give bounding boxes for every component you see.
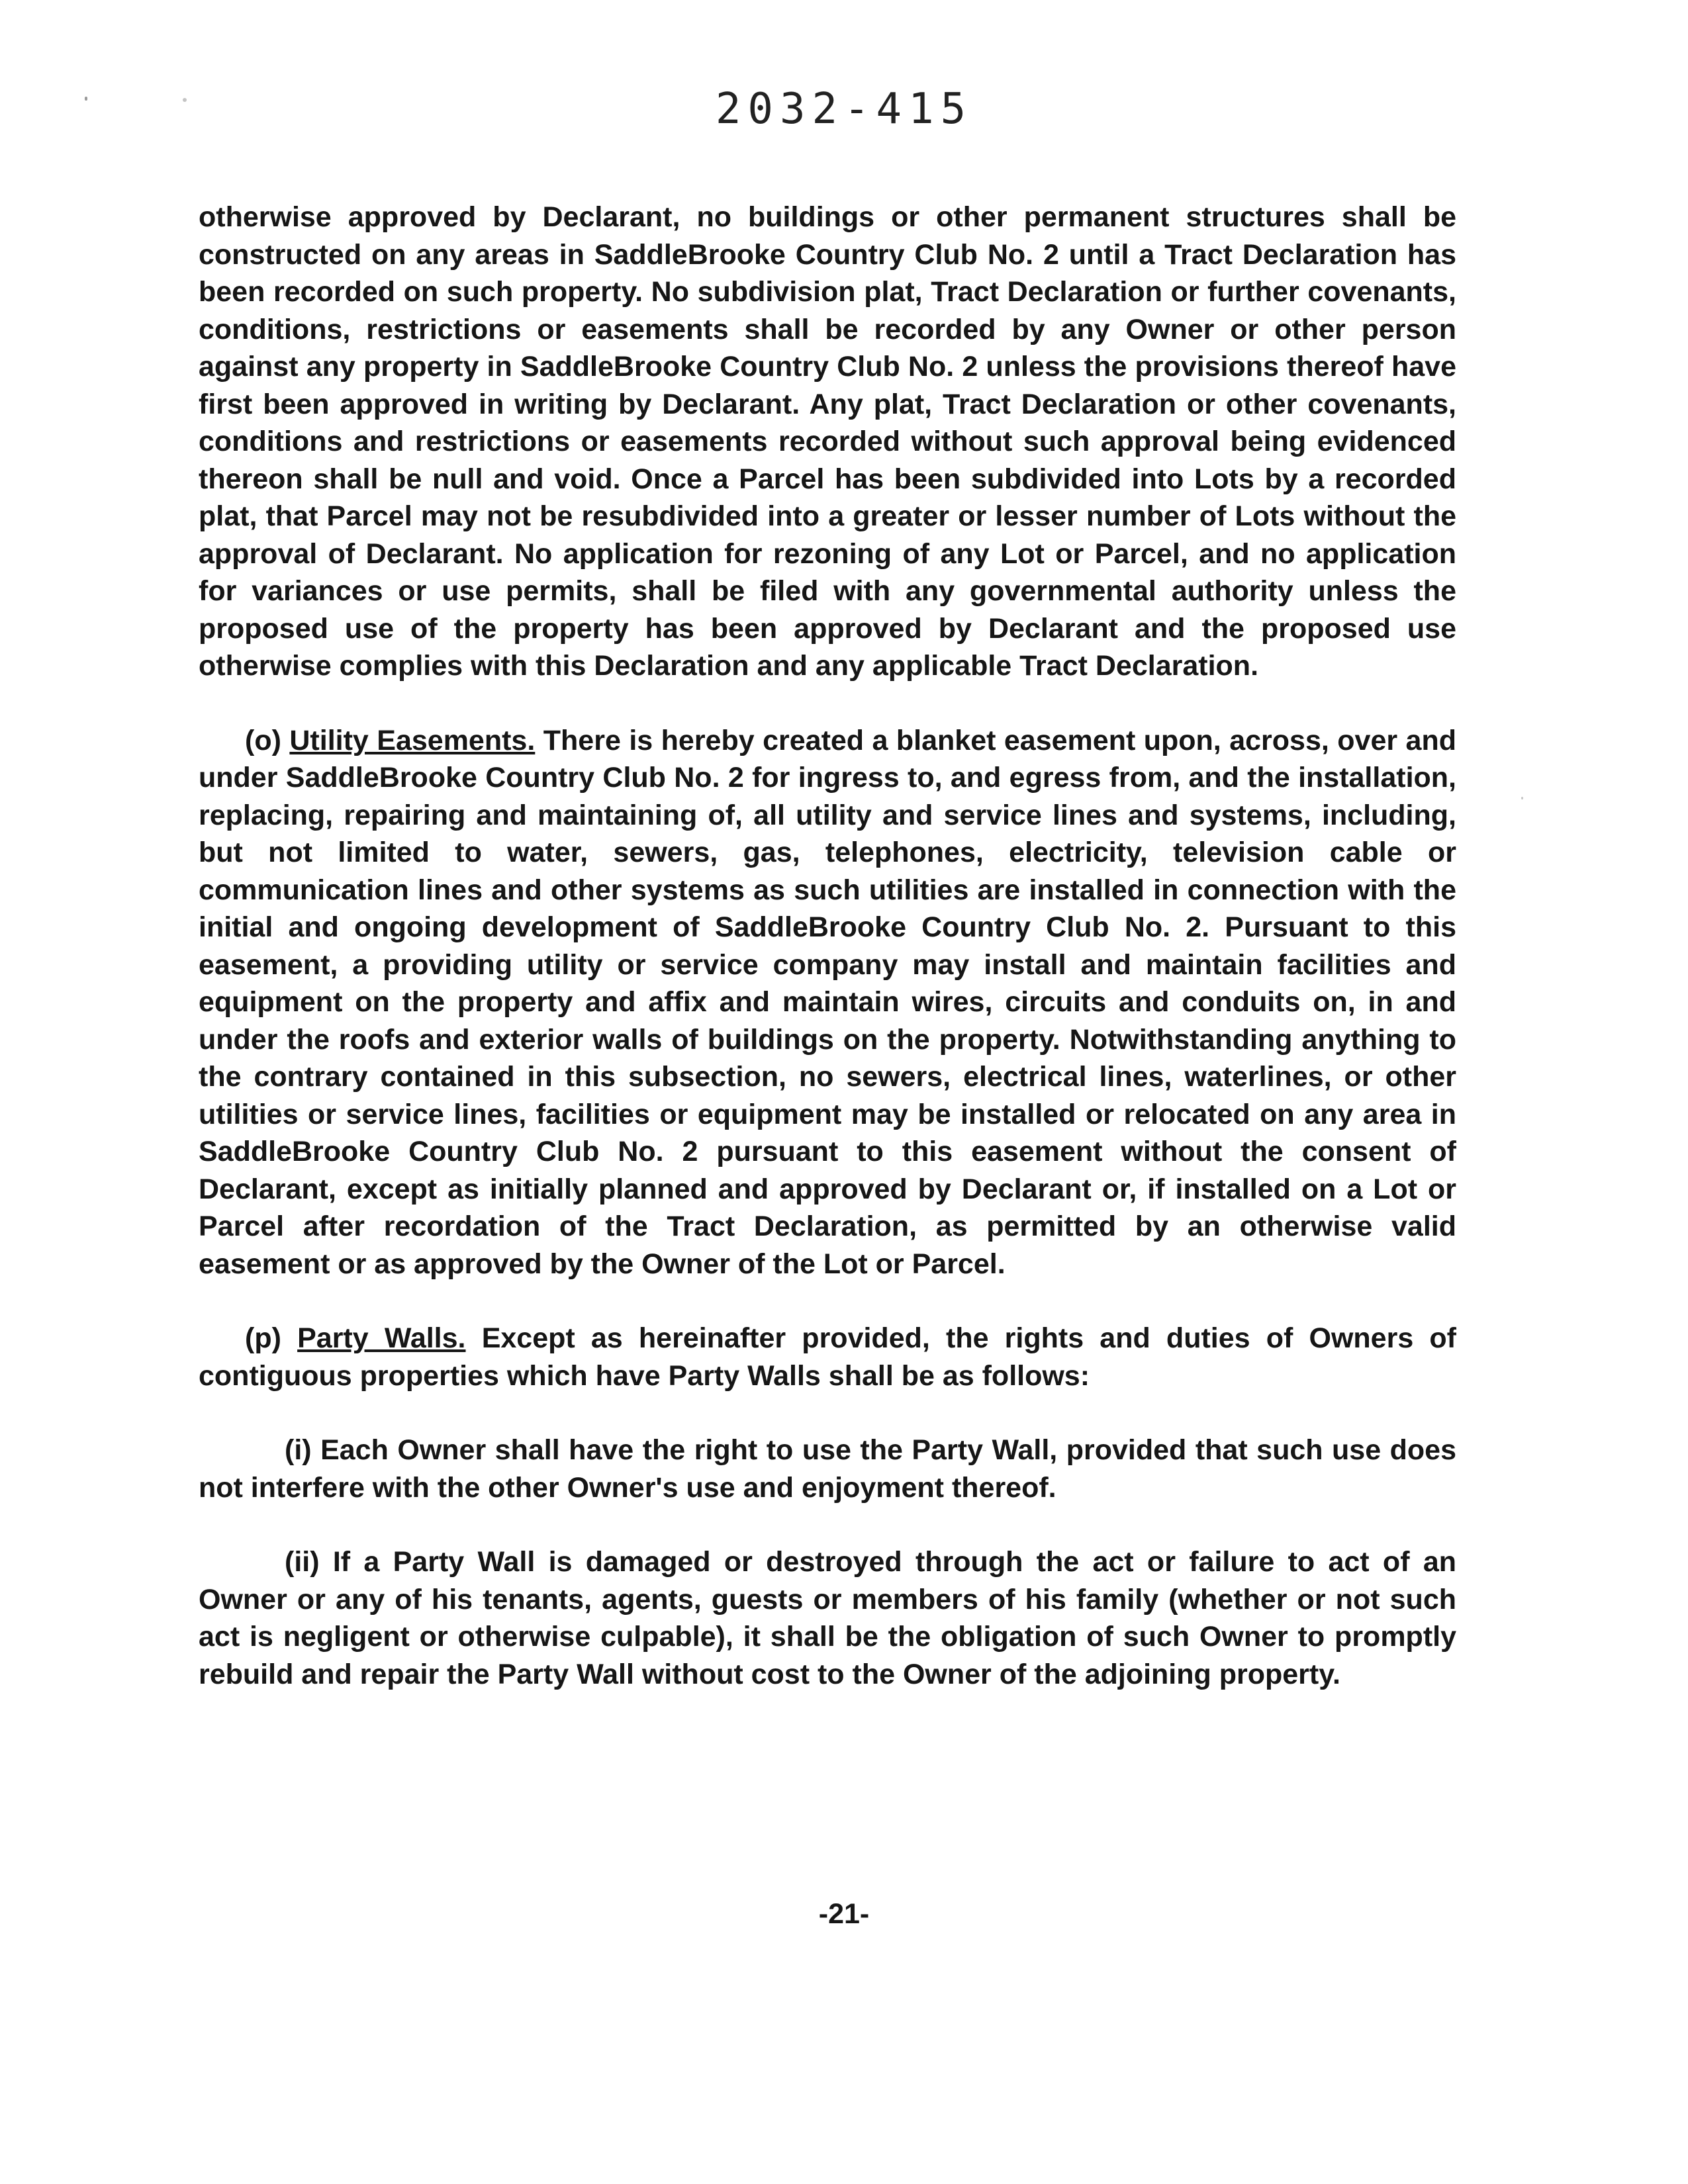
- paragraph-party-wall-damage: (ii) If a Party Wall is damaged or destroyed through the act or failure to act of an Owner or any of his tenants, agents, guests or members of his family (whether or not such act is negligent or otherwise culpable), it shall be the obligation of such Owner to promptly rebuild and repair the Party Wall without cost to the Owner of the adjoining property.: [199, 1546, 1456, 1690]
- section-heading-utility-easements: Utility Easements.: [289, 724, 536, 756]
- section-text-utility-easements: There is hereby created a blanket easement upon, across, over and under SaddleBrooke Country Club No. 2 for ingress to, and egress from, and the installation, replacing, repairing and maintaining of, all utility and service lines and systems, including, but not limited to water, sewers, gas, telephones, electricity, television cable or communication lines and other systems as such utilities are installed in connection with the initial and ongoing development of SaddleBrooke Country Club No. 2. Pursuant to this easement, a providing utility or service company may install and maintain facilities and equipment on the property and affix and maintain wires, circuits and conduits on, in and under the roofs and exterior walls of buildings on the property. Notwithstanding anything to the contrary contained in this subsection, no sewers, electrical lines, waterlines, or other utilities or service lines, facilities or equipment may be installed or relocated on any area in SaddleBrooke Country Club No. 2 pursuant to this easement without the consent of Declarant, except as initially planned and approved by Declarant or, if installed on a Lot or Parcel after recordation of the Tract Declaration, as permitted by an otherwise valid easement or as approved by the Owner of the Lot or Parcel.: [199, 724, 1457, 1280]
- document-number: 2032-415: [715, 85, 973, 134]
- page-number: -21-: [818, 1898, 870, 1930]
- section-label-o: (o): [245, 724, 281, 756]
- paragraph-party-walls: [199, 1320, 1456, 1394]
- paragraph-approval-continuation: otherwise approved by Declarant, no buildings or other permanent structures shall be constructed on any areas in SaddleBrooke Country Club No. 2 until a Tract Declaration has been recorded on such property. No subdivision plat, Tract Declaration or further covenants, conditions, restrictions or easements shall be recorded by any Owner or other person against any property in SaddleBrooke Country Club No. 2 unless the provisions thereof have first been approved in writing by Declarant. Any plat, Tract Declaration or other covenants, conditions and restrictions or easements recorded without such approval being evidenced thereon shall be null and void. Once a Parcel has been subdivided into Lots by a recorded plat, that Parcel may not be resubdivided into a greater or lesser number of Lots without the approval of Declarant. No application for rezoning of any Lot or Parcel, and no application for variances or use permits, shall be filed with any governmental authority unless the proposed use of the property has been approved by Declarant and the proposed use otherwise complies with this Declaration and any applicable Tract Declaration.: [199, 201, 1456, 682]
- section-text-party-walls: Except as hereinafter provided, the rights and duties of Owners of contiguous properties which have Party Walls shall be as follows:: [199, 1322, 1456, 1392]
- scan-speck: [1521, 797, 1523, 799]
- document-body: [199, 199, 1456, 1693]
- paragraph-utility-easements: [199, 722, 1456, 1283]
- section-heading-party-walls: Party Walls.: [297, 1322, 466, 1354]
- section-label-p: (p): [245, 1322, 281, 1354]
- paragraph-party-wall-use: (i) Each Owner shall have the right to use the Party Wall, provided that such use does not interfere with the other Owner's use and enjoyment thereof.: [199, 1434, 1456, 1504]
